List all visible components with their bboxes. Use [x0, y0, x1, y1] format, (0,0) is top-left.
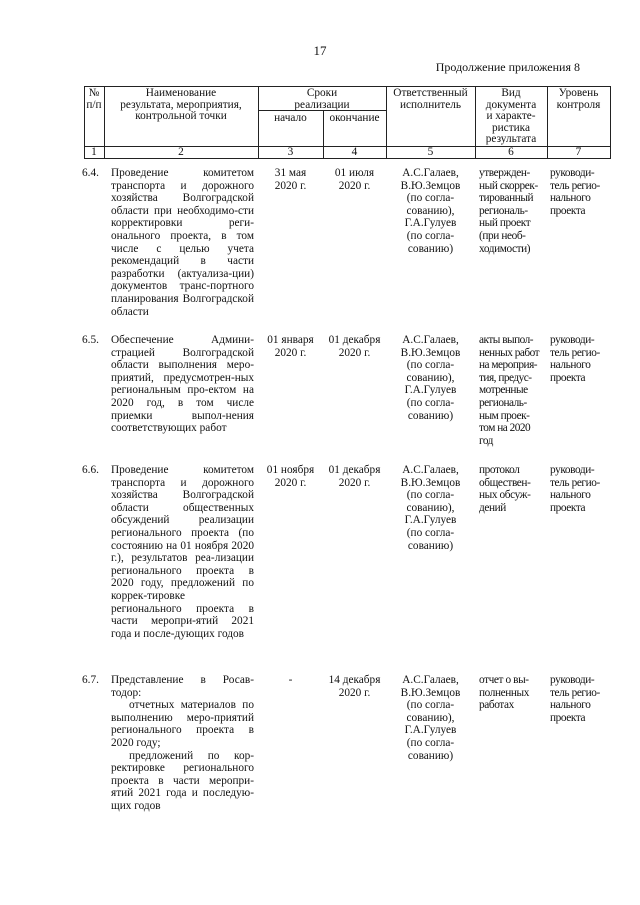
row-responsible: А.С.Галаев, В.Ю.Земцов (по согла- сованию), Г.А.Гулуев (по согла- сованию): [400, 334, 461, 422]
row-end: 01 декабря 2020 г.: [328, 464, 381, 489]
col-number: 4: [351, 146, 358, 158]
header-responsible: Ответственный исполнитель: [393, 87, 468, 111]
row-control: руководи- тель регио- нального проекта: [550, 167, 600, 217]
header-num: № п/п: [86, 87, 102, 111]
row-name: Проведение комитетом транспорта и дорожного хозяйства Волгоградской области при необходимо-сти корректировки реги-онального проекта, в том числе с целью учета рекомендаций в части разработки (актуализа-ции) документов транс-портного планирования Волгоградской области: [111, 167, 254, 318]
row-end: 01 декабря 2020 г.: [328, 334, 381, 359]
row-name: Проведение комитетом транспорта и дорожного хозяйства Волгоградской области общественных обсуждений реализации регионального проекта (по состоянию на 01 ноября 2020 г.), результатов реа-лизации регионального проекта в 2020 году, предложений по коррек-тировке регионального проекта в части меропри-ятий 2021 года и после-дующих годов: [111, 464, 254, 640]
row-control: руководи- тель регио- нального проекта: [550, 464, 600, 514]
header-end: окончание: [329, 112, 380, 124]
row-name-item: предложений по кор-ректировке регионального проекта в части меропри-ятий 2021 года и последую-щих годов: [111, 749, 254, 812]
header-deadlines: Сроки реализации: [294, 87, 350, 111]
row-doc: акты выпол- ненных работ на мероприя- тия, предус- мотренные региональ- ным проек- том на 2020 год: [479, 334, 540, 447]
row-num: 6.4.: [82, 167, 99, 179]
row-responsible: А.С.Галаев, В.Ю.Земцов (по согла- сованию), Г.А.Гулуев (по согла- сованию): [400, 674, 461, 762]
row-control: руководи- тель регио- нального проекта: [550, 674, 600, 724]
row-start: 01 января 2020 г.: [267, 334, 314, 359]
row-doc: отчет о вы- полненных работах: [479, 674, 529, 712]
row-doc: протокол обществен- ных обсуж- дений: [479, 464, 531, 514]
row-name: Обеспечение Админи-страцией Волгоградской области выполнения меро-приятий, предусмотрен-ных региональным про-ектом на 2020 год, в том числе приемки выпол-нения соответствующих работ: [111, 334, 254, 435]
row-control: руководи- тель регио- нального проекта: [550, 334, 600, 384]
col-number: 3: [287, 146, 294, 158]
header-doc-type: Вид документа и характе- ристика результата: [485, 87, 537, 145]
col-number: 5: [427, 146, 434, 158]
row-start: 01 ноября 2020 г.: [266, 464, 315, 489]
row-doc: утвержден- ный скоррек- тированный региональ- ный проект (при необ- ходимости): [479, 167, 538, 255]
row-responsible: А.С.Галаев, В.Ю.Земцов (по согла- сованию), Г.А.Гулуев (по согла- сованию): [400, 167, 461, 255]
row-start: -: [288, 674, 293, 686]
row-num: 6.5.: [82, 334, 99, 346]
col-number: 2: [178, 146, 184, 158]
row-end: 01 июля 2020 г.: [334, 167, 375, 192]
appendix-note: Продолжение приложения 8: [435, 60, 580, 74]
col-number: 7: [575, 146, 582, 158]
row-responsible: А.С.Галаев, В.Ю.Земцов (по согла- сованию), Г.А.Гулуев (по согла- сованию): [400, 464, 461, 552]
row-name-intro: Представление в Росав-тодор:: [111, 674, 254, 699]
header-name: Наименование результата, мероприятия, контрольной точки: [120, 87, 242, 122]
row-name: [111, 674, 254, 813]
col-number: 1: [91, 146, 97, 158]
col-number: 6: [508, 146, 514, 158]
row-name-item: отчетных материалов по выполнению меро-приятий регионального проекта в 2020 году;: [111, 699, 254, 749]
header-control: Уровень контроля: [556, 87, 601, 111]
row-start: 31 мая 2020 г.: [274, 167, 307, 192]
row-end: 14 декабря 2020 г.: [328, 674, 381, 699]
page-number: 17: [313, 43, 327, 58]
header-start: начало: [274, 112, 307, 124]
row-num: 6.7.: [82, 674, 99, 686]
row-num: 6.6.: [82, 464, 99, 476]
